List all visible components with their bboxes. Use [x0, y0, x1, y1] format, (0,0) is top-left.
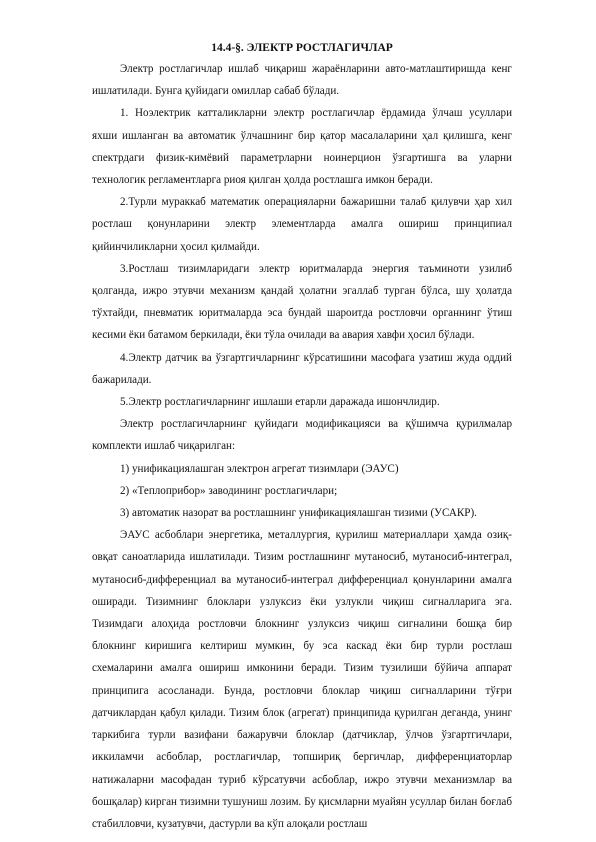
paragraph-item-1: 1. Ноэлектрик катталикларни электр ростлагичлар ёрдамида ўлчаш усуллари яхши ишланган ва автоматик ўлчашнинг бир қатор масалаларини ҳал қилишга, кенг спектрдаги физик-кимёвий параметрларни ноинерцион ўзгартишга ва уларни технологик регламентларга риоя қилган ҳолда ростлашга имкон беради. — [92, 107, 512, 187]
paragraph-eaus-description: ЭАУС асбоблари энергетика, металлургия, қурилиш материаллари ҳамда озиқ-овқат саноатларида ишлатилади. Тизим ростлашнинг мутаносиб, мутаносиб-интеграл, мутаносиб-дифференциал ва мутаносиб-интеграл дифференциал қонунларини амалга оширади. Тизимнинг блоклари узлуксиз ёки узлукли чиқиш сигналларига эга. Тизимдаги алоҳида ростловчи блокнинг узлуксиз чиқиш сигналини бошқа бир блокнинг киришига келтириш мумкин, бу эса каскад ёки бир турли ростлаш схемаларини амалга ошириш имконини беради. Тизим тузилиши бўйича аппарат принципига асосланади. Бунда, ростловчи блоклар чиқиш сигналларини тўғри датчиклардан қабул қилади. Тизим блок (агрегат) принципида қурилган деганда, унинг таркибига турли вазифани бажарувчи блоклар (датчиклар, ўлчов ўзгартгичлари, иккиламчи асбоблар, ростлагичлар, топшириқ бергичлар, дифференциаторлар натижаларни масофадан туриб кўрсатувчи асбоблар, ижро этувчи механизмлар ва бошқалар) кирган тизимни тушуниш лозим. Бу қисмларни муайян усуллар билан боғлаб стабилловчи, кузатувчи, дастурли ва кўп алоқали ростлаш — [92, 529, 512, 830]
list-item-eaus: 1) унификациялашган электрон агрегат тизимлари (ЭАУС) — [120, 462, 399, 475]
list-item-teplopribor: 2) «Теплоприбор» заводининг ростлагичлари; — [120, 484, 338, 497]
document-body — [92, 40, 512, 835]
paragraph-modifications: Электр ростлагичларнинг қуйидаги модификацияси ва қўшимча қурилмалар комплекти ишлаб чиқарилган: — [92, 418, 512, 453]
paragraph-item-5: 5.Электр ростлагичларнинг ишлаши етарли даражада ишончлидир. — [120, 396, 440, 409]
section-title: 14.4-§. ЭЛЕКТР РОСТЛАГИЧЛАР — [211, 42, 393, 54]
paragraph-intro: Электр ростлагичлар ишлаб чиқариш жараёнларини авто-матлаштиришда кенг ишлатилади. Бунга қуйидаги омиллар сабаб бўлади. — [92, 63, 512, 98]
list-item-usakr: 3) автоматик назорат ва ростлашнинг унификациялашган тизими (УСАКР). — [120, 507, 477, 520]
paragraph-item-4: 4.Электр датчик ва ўзгартгичларнинг кўрсатишини масофага узатиш жуда оддий бажарилади. — [92, 351, 512, 386]
paragraph-item-2: 2.Турли мураккаб математик операцияларни бажаришни талаб қилувчи ҳар хил ростлаш қонунларини электр элементларда амалга ошириш принципиал қийинчиликларни ҳосил қилмайди. — [92, 196, 512, 253]
paragraph-item-3: 3.Ростлаш тизимларидаги электр юритмаларда энергия таъминоти узилиб қолганда, ижро этувчи механизм қандай ҳолатни эгаллаб турган бўлса, шу ҳолатда тўхтайди, пневматик юритмаларда эса бундай шароитда ростловчи органнинг ўтиш кесими ёки батамом беркилади, ёки тўла очилади ва авария хавфи ҳосил бўлади. — [92, 262, 512, 342]
